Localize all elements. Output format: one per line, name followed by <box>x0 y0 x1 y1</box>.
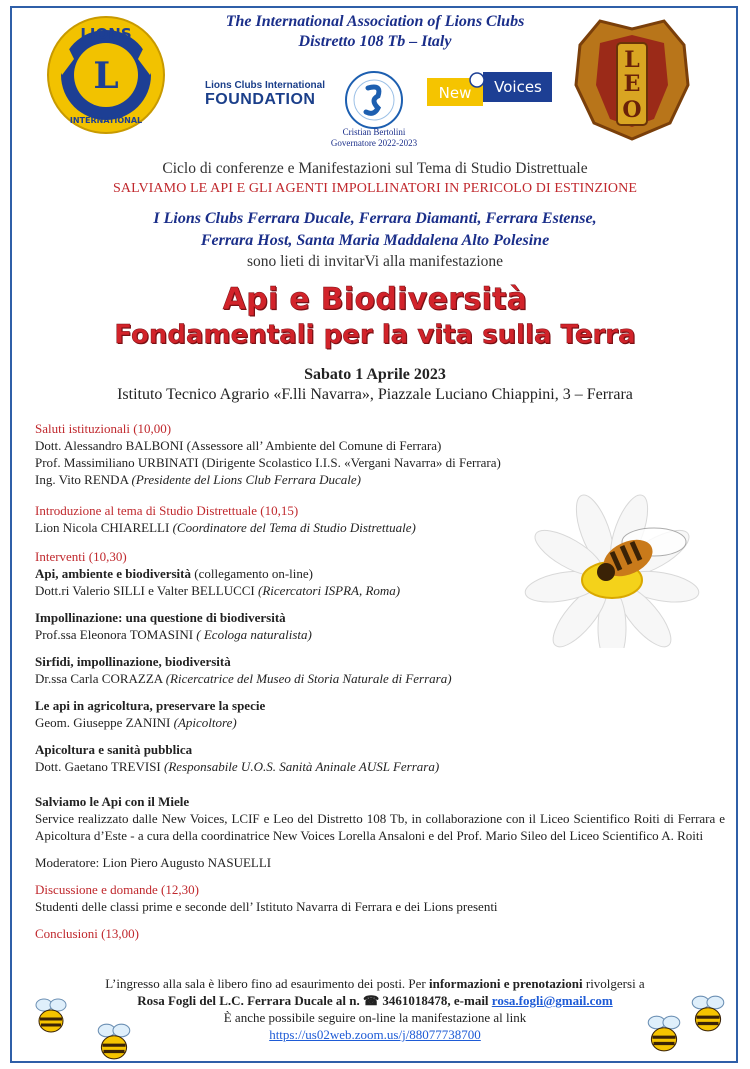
clubs-line-2: Ferrara Host, Santa Maria Maddalena Alto Polesine <box>200 232 550 249</box>
org-district: Distretto 108 Tb – Italy <box>298 33 452 50</box>
talk-5-title: Apicoltura e sanità pubblica <box>35 742 193 757</box>
talk-2-title: Impollinazione: una questione di biodiversità <box>35 610 286 625</box>
intro-speaker-role: (Coordinatore del Tema di Studio Distrettuale) <box>172 520 416 535</box>
invitation-line: sono lieti di invitarVi alla manifestazione <box>246 253 504 270</box>
talk-2-role: ( Ecologa naturalista) <box>196 627 312 642</box>
event-title: Api e Biodiversità <box>222 282 528 317</box>
talk-1-note: (collegamento on-line) <box>191 566 314 581</box>
talk-4 <box>35 697 725 731</box>
leo-logo-letter-l: L <box>624 47 640 73</box>
lions-logo-letter: L <box>93 55 119 97</box>
leo-clubs-logo <box>570 15 694 143</box>
discussione-text: Studenti delle classi prime e seconde dell’ Istituto Navarra di Ferrara e dei Lions presenti <box>35 899 498 914</box>
program <box>35 420 725 952</box>
program-saluti <box>35 420 725 488</box>
org-name: The International Association of Lions Clubs <box>225 13 525 30</box>
moderator: Moderatore: Lion Piero Augusto NASUELLI <box>35 855 272 870</box>
talk-4-title: Le api in agricoltura, preservare la specie <box>35 698 266 713</box>
event-subtitle: Fondamentali per la vita sulla Terra <box>114 320 636 350</box>
talk-4-role: (Apicoltore) <box>173 715 237 730</box>
talk-3 <box>35 653 725 687</box>
zoom-link[interactable]: https://us02web.zoom.us/j/88077738700 <box>269 1027 481 1042</box>
intro-title: Introduzione al tema di Studio Distrettuale <box>35 503 258 518</box>
discussione-time: (12,30) <box>157 882 199 897</box>
interventi-title: Interventi <box>35 549 86 564</box>
theme-title: SALVIAMO LE API E GLI AGENTI IMPOLLINATORI IN PERICOLO DI ESTINZIONE <box>113 181 637 196</box>
program-miele <box>35 793 725 844</box>
saluti-speaker-2: Prof. Massimiliano URBINATI (Dirigente Scolastico I.I.S. «Vergani Navarra» di Ferrara) <box>35 455 501 470</box>
organization-header <box>150 12 600 52</box>
conclusioni-time: (13,00) <box>97 926 140 941</box>
cartoon-bee-icon <box>690 992 726 1034</box>
leo-logo-letter-e: E <box>623 71 641 97</box>
governor-seal-icon <box>344 70 404 130</box>
footer-online-note: È anche possibile seguire on-line la manifestazione al link <box>223 1010 527 1025</box>
event-date: Sabato 1 Aprile 2023 <box>304 366 446 383</box>
governor-caption <box>318 127 430 149</box>
governor-name: Cristian Bertolini <box>342 127 406 137</box>
program-intro <box>35 502 725 536</box>
program-conclusioni <box>35 925 725 942</box>
lcif-logo <box>205 80 330 109</box>
lcif-line2: FOUNDATION <box>205 91 316 108</box>
footer-entry-text: L’ingresso alla sala è libero fino ad esaurimento dei posti. Per <box>105 976 430 991</box>
talk-2-speaker: Prof.ssa Eleonora TOMASINI <box>35 627 197 642</box>
footer-contact: Rosa Fogli del L.C. Ferrara Ducale al n. ☎ 3461018478, e-mail <box>137 993 492 1008</box>
talk-5 <box>35 741 725 775</box>
talk-1-speakers: Dott.ri Valerio SILLI e Valter BELLUCCI <box>35 583 259 598</box>
organizing-clubs <box>0 208 750 252</box>
event-venue: Istituto Tecnico Agrario «F.lli Navarra», Piazzale Luciano Chiappini, 3 – Ferrara <box>117 386 633 403</box>
program-interventi <box>35 548 725 599</box>
saluti-time: (10,00) <box>129 421 172 436</box>
talk-2 <box>35 609 725 643</box>
saluti-title: Saluti istituzionali <box>35 421 130 436</box>
conclusioni-title: Conclusioni <box>35 926 98 941</box>
leo-logo-letter-o: O <box>622 97 642 123</box>
cycle-description: Ciclo di conferenze e Manifestazioni sul Tema di Studio Distrettuale <box>162 160 588 177</box>
footer-info-bold: informazioni e prenotazioni <box>429 976 583 991</box>
talk-4-speaker: Geom. Giuseppe ZANINI <box>35 715 174 730</box>
saluti-speaker-3-name: Ing. Vito RENDA <box>35 472 132 487</box>
governor-role: Governatore 2022-2023 <box>330 138 418 148</box>
miele-text: Service realizzato dalle New Voices, LCIF e Leo del Distretto 108 Tb, in collaborazione con il Liceo Scientifico Roiti di Ferrara e Apicoltura d’Este - a cura della coordinatrice New Voices Lorella Ansaloni e del Prof. Mario Sileo del Liceo Scientifico A. Roiti <box>35 811 725 843</box>
cartoon-bee-icon <box>34 995 68 1035</box>
talk-5-speaker: Dott. Gaetano TREVISI <box>35 759 165 774</box>
miele-title: Salviamo le Api con il Miele <box>35 794 190 809</box>
talk-3-speaker: Dr.ssa Carla CORAZZA <box>35 671 166 686</box>
discussione-title: Discussione e domande <box>35 882 158 897</box>
talk-1-title: Api, ambiente e biodiversità <box>35 566 191 581</box>
cartoon-bee-icon <box>96 1020 132 1062</box>
lcif-line1: Lions Clubs International <box>205 80 326 91</box>
new-voices-left-text: New <box>438 84 472 102</box>
talk-5-role: (Responsabile U.O.S. Sanità Aninale AUSL Ferrara) <box>164 759 440 774</box>
new-voices-right-text: Voices <box>494 78 542 96</box>
new-voices-logo <box>427 72 552 108</box>
clubs-line-1: I Lions Clubs Ferrara Ducale, Ferrara Diamanti, Ferrara Estense, <box>153 210 597 227</box>
intro-speaker-name: Lion Nicola CHIARELLI <box>35 520 173 535</box>
cartoon-bee-icon <box>646 1012 682 1054</box>
talk-3-role: (Ricercatrice del Museo di Storia Naturale di Ferrara) <box>165 671 452 686</box>
lions-logo-bottom-text: INTERNATIONAL <box>69 116 143 125</box>
talk-3-title: Sirfidi, impollinazione, biodiversità <box>35 654 231 669</box>
lions-logo-top-text: LIONS <box>80 25 132 43</box>
talk-1-role: (Ricercatori ISPRA, Roma) <box>258 583 401 598</box>
email-link[interactable]: rosa.fogli@gmail.com <box>491 993 613 1008</box>
intro-time: (10,15) <box>257 503 299 518</box>
saluti-speaker-3-role: (Presidente del Lions Club Ferrara Ducale) <box>131 472 361 487</box>
interventi-time: (10,30) <box>85 549 127 564</box>
saluti-speaker-1: Dott. Alessandro BALBONI (Assessore all’ Ambiente del Comune di Ferrara) <box>35 438 442 453</box>
program-discussione <box>35 881 725 915</box>
footer-contact-lead: rivolgersi a <box>582 976 645 991</box>
